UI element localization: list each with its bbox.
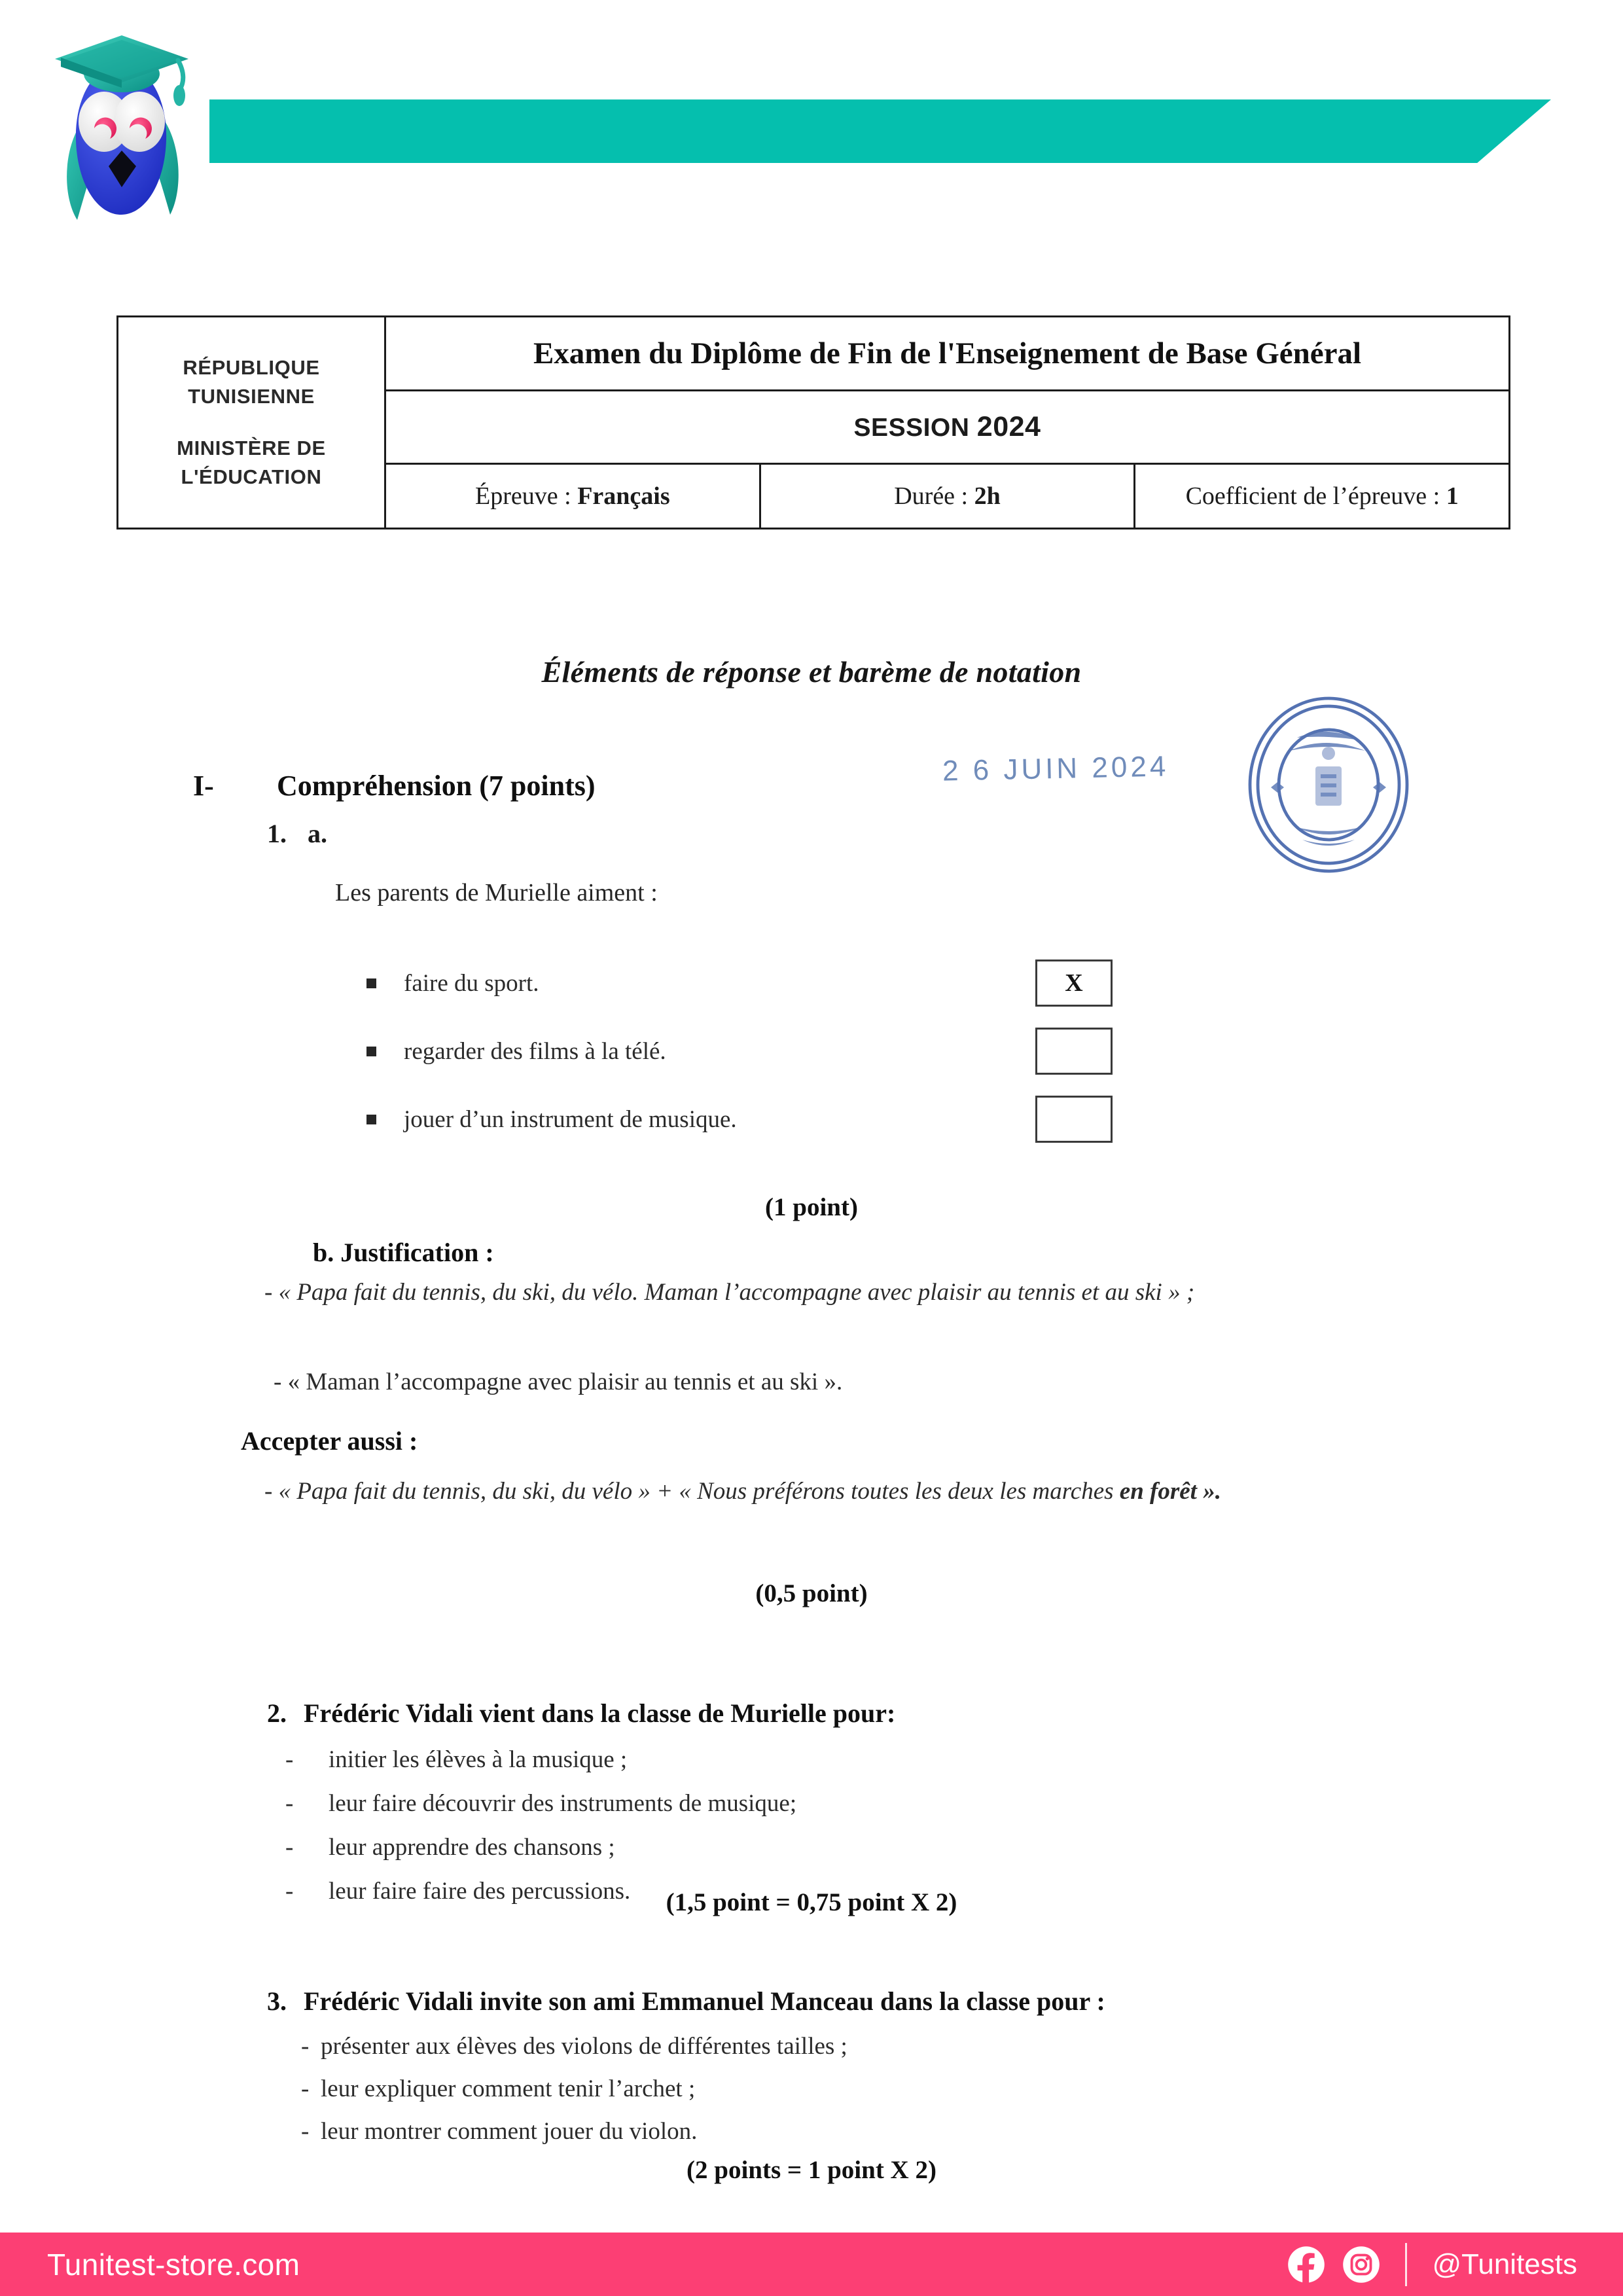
instagram-icon[interactable] <box>1342 2246 1380 2284</box>
accepter-quote-lead: - « Papa fait du tennis, du ski, du vélo » + « Nous préférons toutes les deux les marches <box>264 1478 1120 1505</box>
question-2-text: Frédéric Vidali vient dans la classe de Murielle pour: <box>304 1698 896 1728</box>
footer-social-group <box>1287 2243 1577 2286</box>
dash-bullet-icon: - <box>285 1878 294 1905</box>
list-item-text: présenter aux élèves des violons de différentes tailles ; <box>321 2033 847 2060</box>
dash-bullet-icon: - <box>285 1790 294 1817</box>
session-cell <box>385 391 1510 464</box>
question-3-number: 3. <box>267 1986 287 2016</box>
barem-question-1b: (0,5 point) <box>755 1579 868 1607</box>
question-3-text: Frédéric Vidali invite son ami Emmanuel Manceau dans la classe pour : <box>304 1986 1105 2016</box>
session-label: SESSION <box>853 414 970 442</box>
question-1-label <box>267 818 327 849</box>
duree-label: Durée : <box>894 482 969 510</box>
choice-row <box>366 949 1113 1017</box>
choice-checkbox[interactable] <box>1035 1096 1113 1143</box>
republic-line-1: RÉPUBLIQUE <box>183 356 320 380</box>
dash-bullet-icon: - <box>301 2033 310 2060</box>
republic-line-2: TUNISIENNE <box>188 385 315 408</box>
accepter-aussi-heading: Accepter aussi : <box>241 1426 418 1456</box>
owl-graduate-icon <box>39 12 203 223</box>
ministry-cell <box>118 317 385 529</box>
list-item <box>301 2034 847 2058</box>
question-2-title <box>267 1698 895 1729</box>
epreuve-cell <box>385 464 760 529</box>
list-item <box>285 1748 796 1772</box>
coefficient-cell <box>1135 464 1510 529</box>
epreuve-value: Français <box>577 482 670 510</box>
exam-header-table <box>116 315 1510 529</box>
list-item-text: leur faire découvrir des instruments de musique; <box>329 1790 797 1817</box>
exam-title-cell: Examen du Diplôme de Fin de l'Enseignement de Base Général <box>385 317 1510 391</box>
question-1-number: 1. <box>267 819 287 848</box>
facebook-icon[interactable] <box>1287 2246 1325 2284</box>
coefficient-value: 1 <box>1446 482 1459 510</box>
question-1-stem: Les parents de Murielle aiment : <box>335 879 658 906</box>
list-item-text: leur apprendre des chansons ; <box>329 1834 615 1861</box>
barem-question-1a: (1 point) <box>765 1193 858 1221</box>
choice-label: faire du sport. <box>404 969 539 997</box>
duree-value: 2h <box>974 482 1001 510</box>
question-3-title <box>267 1986 1105 2017</box>
list-item <box>301 2077 847 2101</box>
duree-cell <box>760 464 1135 529</box>
stamp-date-text: 2 6 JUIN 2024 <box>942 750 1169 787</box>
teal-banner <box>209 99 1551 163</box>
barem-question-3: (2 points = 1 point X 2) <box>687 2156 936 2184</box>
list-item-text: leur montrer comment jouer du violon. <box>321 2118 698 2145</box>
epreuve-label: Épreuve : <box>475 482 571 510</box>
page-title: Éléments de réponse et barème de notation <box>541 655 1082 689</box>
list-item-text: leur faire faire des percussions. <box>329 1878 631 1905</box>
page-header-band <box>0 0 1623 229</box>
square-bullet-icon <box>366 1047 376 1056</box>
square-bullet-icon <box>366 1115 376 1124</box>
section-roman: I- <box>193 770 214 802</box>
section-title: Compréhension (7 points) <box>277 770 596 802</box>
session-year: 2024 <box>976 411 1041 442</box>
question-1-choice-list <box>366 949 1113 1153</box>
question-1-sub-letter: a. <box>308 819 327 848</box>
question-1b-heading: b. Justification : <box>313 1238 494 1267</box>
choice-checkbox[interactable]: X <box>1035 960 1113 1007</box>
ministry-line-2: L'ÉDUCATION <box>181 465 322 488</box>
footer-site-label[interactable]: Tunitest-store.com <box>47 2247 300 2282</box>
justification-quote-1: - « Papa fait du tennis, du ski, du vélo. Maman l’accompagne avec plaisir au tennis et au ski » ; <box>264 1279 1195 1306</box>
justification-quote-2: - « Maman l’accompagne avec plaisir au tennis et au ski ». <box>274 1369 843 1395</box>
list-item-text: initier les élèves à la musique ; <box>329 1746 628 1773</box>
official-seal-stamp-icon <box>1237 691 1420 880</box>
question-3-answer-list <box>301 2034 847 2162</box>
choice-label: regarder des films à la télé. <box>404 1037 666 1065</box>
footer-divider <box>1405 2243 1407 2286</box>
page-footer <box>0 2233 1623 2296</box>
list-item-text: leur expliquer comment tenir l’archet ; <box>321 2075 696 2102</box>
choice-checkbox[interactable] <box>1035 1028 1113 1075</box>
dash-bullet-icon: - <box>285 1746 294 1773</box>
accepter-quote-end: en forêt ». <box>1119 1478 1221 1505</box>
ministry-line-1: MINISTÈRE DE <box>177 436 326 459</box>
dash-bullet-icon: - <box>301 2075 310 2102</box>
choice-row <box>366 1085 1113 1153</box>
square-bullet-icon <box>366 978 376 988</box>
accepter-aussi-quote <box>250 1474 1461 1509</box>
choice-label: jouer d’un instrument de musique. <box>404 1105 737 1133</box>
choice-row <box>366 1017 1113 1085</box>
question-2-number: 2. <box>267 1698 287 1728</box>
barem-question-2: (1,5 point = 0,75 point X 2) <box>666 1888 957 1916</box>
list-item <box>301 2119 847 2144</box>
footer-handle-label[interactable]: @Tunitests <box>1432 2248 1577 2280</box>
dash-bullet-icon: - <box>285 1834 294 1861</box>
list-item <box>285 1835 796 1859</box>
coefficient-label: Coefficient de l’épreuve : <box>1185 482 1440 510</box>
list-item <box>285 1791 796 1816</box>
dash-bullet-icon: - <box>301 2118 310 2145</box>
section-heading <box>193 769 596 802</box>
